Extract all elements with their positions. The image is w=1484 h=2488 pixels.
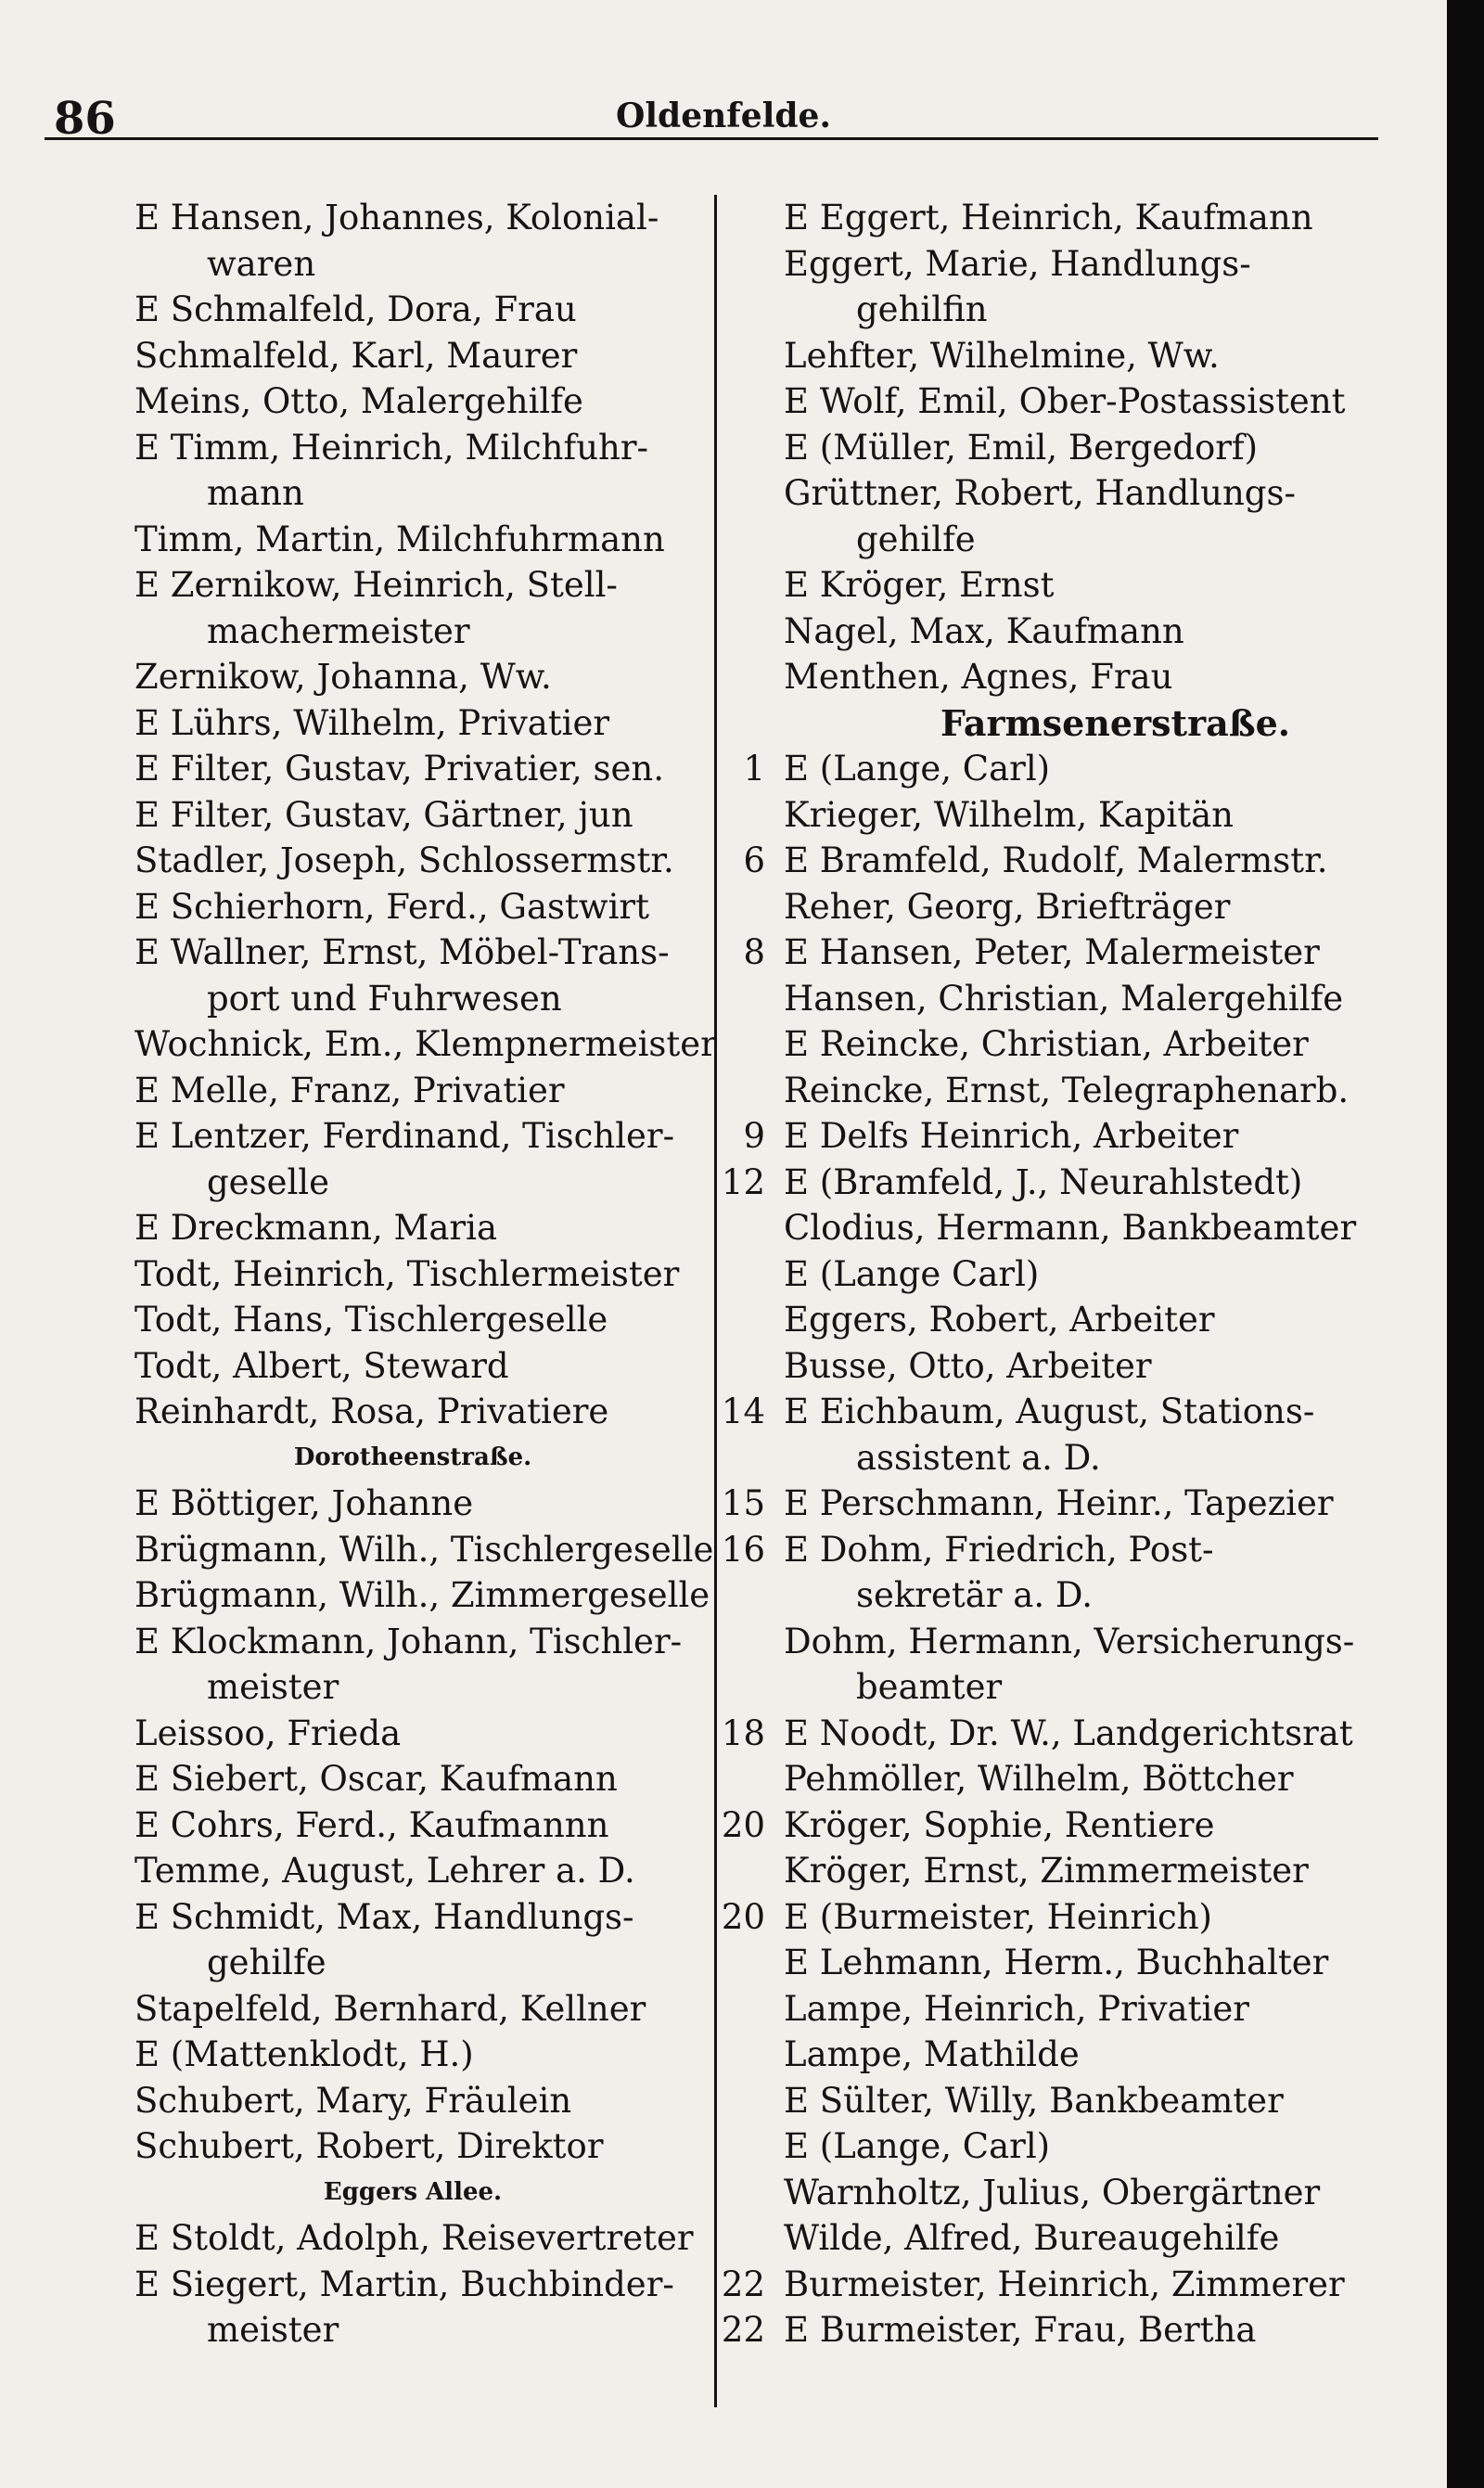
entry-text: mann [207, 473, 304, 513]
entry-text: gehilfe [856, 519, 976, 559]
entry-text: E (Müller, Emil, Bergedorf) [784, 427, 1259, 468]
entry-text: Nagel, Max, Kaufmann [784, 610, 1184, 651]
entry-continuation [134, 2307, 728, 2353]
entry-text: Zernikow, Johanna, Ww. [134, 657, 552, 697]
directory-entry [743, 1113, 1447, 1160]
entry-text: E Klockmann, Johann, Tischler- [134, 1621, 683, 1661]
house-number: 20 [721, 1896, 765, 1937]
directory-entry [134, 2215, 728, 2262]
directory-entry [134, 425, 728, 471]
entry-text: Busse, Otto, Arbeiter [784, 1345, 1152, 1386]
entry-continuation [134, 976, 728, 1022]
entry-text: Schubert, Mary, Fräulein [134, 2080, 572, 2121]
entry-text: E Reincke, Christian, Arbeiter [784, 1024, 1309, 1064]
directory-entry [134, 1619, 728, 1665]
entry-text: E Hansen, Johannes, Kolonial- [134, 198, 659, 237]
directory-entry [134, 654, 728, 700]
directory-entry [134, 2123, 728, 2170]
directory-entry [784, 884, 1447, 930]
directory-entry [784, 378, 1447, 425]
directory-entry [134, 792, 728, 839]
directory-entry [784, 1021, 1447, 1068]
entry-text: E (Bramfeld, J., Neurahlstedt) [784, 1161, 1303, 1202]
entry-continuation [784, 1572, 1447, 1619]
house-number: 9 [743, 1116, 765, 1156]
entry-text: E Kröger, Ernst [784, 565, 1055, 605]
entry-text: E Sülter, Willy, Bankbeamter [784, 2080, 1284, 2121]
left-column [134, 195, 728, 2353]
house-number: 8 [743, 932, 765, 972]
directory-entry [784, 2215, 1447, 2262]
directory-entry [134, 2078, 728, 2124]
entry-text: Todt, Hans, Tischlergeselle [134, 1300, 608, 1340]
header-rule [45, 137, 1378, 140]
page-number: 86 [54, 93, 116, 145]
entry-text: E Delfs Heinrich, Arbeiter [784, 1116, 1239, 1156]
entry-text: Hansen, Christian, Malergehilfe [784, 978, 1344, 1019]
directory-entry [784, 1251, 1447, 1298]
directory-entry [784, 1297, 1447, 1343]
entry-text: E Noodt, Dr. W., Landgerichtsrat [784, 1712, 1353, 1753]
directory-entry [743, 838, 1447, 884]
directory-entry [784, 195, 1447, 241]
street-heading [97, 2170, 728, 2216]
street-heading [784, 700, 1447, 747]
directory-entry [784, 2078, 1447, 2124]
entry-text: gehilfin [856, 289, 988, 329]
house-number: 12 [721, 1161, 765, 1202]
house-number: 18 [721, 1712, 765, 1753]
entry-text: assistent a. D. [856, 1437, 1101, 1478]
directory-entry [721, 2262, 1447, 2308]
directory-entry [721, 1802, 1447, 1849]
entry-text: Krieger, Wilhelm, Kapitän [784, 794, 1234, 835]
directory-entry [134, 1848, 728, 1894]
directory-entry [784, 470, 1447, 517]
entry-continuation [784, 287, 1447, 333]
directory-entry [721, 1527, 1447, 1573]
directory-entry [134, 1113, 728, 1160]
directory-entry [721, 1389, 1447, 1435]
directory-entry [784, 1756, 1447, 1802]
directory-entry [784, 1343, 1447, 1390]
directory-entry [784, 1619, 1447, 1665]
directory-entry [134, 838, 728, 884]
entry-text: Eggers Allee. [323, 2177, 503, 2206]
house-number: 15 [721, 1483, 765, 1523]
entry-text: Reinhardt, Rosa, Privatiere [134, 1391, 609, 1431]
entry-text: gehilfe [207, 1943, 326, 1982]
entry-text: E Timm, Heinrich, Milchfuhr- [134, 427, 649, 468]
directory-entry [784, 1848, 1447, 1894]
entry-text: E Siegert, Martin, Buchbinder- [134, 2264, 674, 2304]
entry-text: Meins, Otto, Malergehilfe [134, 381, 583, 421]
entry-text: E (Lange, Carl) [784, 749, 1051, 789]
directory-entry [134, 378, 728, 425]
directory-entry [721, 1711, 1447, 1757]
directory-entry [784, 2032, 1447, 2078]
directory-entry [134, 930, 728, 976]
entry-text: E Zernikow, Heinrich, Stell- [134, 565, 618, 605]
running-title: Oldenfelde. [616, 96, 831, 135]
right-column [721, 195, 1447, 2353]
entry-text: E Schmalfeld, Dora, Frau [134, 289, 577, 329]
entry-text: Temme, August, Lehrer a. D. [134, 1851, 635, 1891]
entry-text: Dorotheenstraße. [293, 1443, 532, 1471]
entry-continuation [134, 1940, 728, 1986]
entry-text: Lampe, Mathilde [784, 2034, 1080, 2074]
directory-entry [134, 562, 728, 609]
directory-entry [721, 2307, 1447, 2353]
entry-text: Burmeister, Heinrich, Zimmerer [784, 2264, 1345, 2304]
house-number: 16 [721, 1529, 765, 1570]
directory-entry [784, 241, 1447, 288]
directory-entry [721, 1160, 1447, 1206]
entry-text: Dohm, Hermann, Versicherungs- [784, 1621, 1355, 1661]
entry-text: Farmsenerstraße. [940, 701, 1290, 744]
entry-text: meister [207, 2310, 339, 2350]
directory-entry [784, 1940, 1447, 1986]
directory-entry [134, 700, 728, 747]
entry-text: E Siebert, Oscar, Kaufmann [134, 1759, 618, 1799]
directory-entry [134, 1756, 728, 1802]
directory-entry [784, 792, 1447, 839]
directory-entry [134, 1251, 728, 1298]
entry-text: Brügmann, Wilh., Zimmergeselle [134, 1575, 710, 1615]
directory-entry [134, 1389, 728, 1435]
entry-text: E Hansen, Peter, Malermeister [784, 932, 1320, 972]
directory-entry [134, 1894, 728, 1941]
entry-text: Kröger, Ernst, Zimmermeister [784, 1851, 1309, 1891]
entry-text: Reincke, Ernst, Telegraphenarb. [784, 1070, 1350, 1110]
entry-text: Pehmöller, Wilhelm, Böttcher [784, 1759, 1294, 1799]
entry-text: Stadler, Joseph, Schlossermstr. [134, 840, 674, 880]
house-number: 1 [743, 749, 765, 789]
entry-text: E Schmidt, Max, Handlungs- [134, 1896, 634, 1937]
directory-entry [784, 1986, 1447, 2033]
directory-entry [784, 1068, 1447, 1114]
directory-entry [134, 884, 728, 930]
directory-entry [134, 1205, 728, 1251]
entry-continuation [784, 1435, 1447, 1481]
entry-text: E Wallner, Ernst, Möbel-Trans- [134, 932, 670, 972]
directory-entry [134, 1297, 728, 1343]
house-number: 6 [743, 840, 765, 880]
entry-text: Todt, Albert, Steward [134, 1345, 509, 1386]
entry-text: E Wolf, Emil, Ober-Postassistent [784, 381, 1346, 421]
entry-text: E (Mattenklodt, H.) [134, 2034, 474, 2074]
directory-entry [784, 654, 1447, 700]
entry-text: Reher, Georg, Briefträger [784, 886, 1231, 927]
entry-text: Todt, Heinrich, Tischlermeister [134, 1253, 680, 1294]
directory-entry [784, 562, 1447, 609]
directory-entry [134, 2032, 728, 2078]
directory-entry [784, 1205, 1447, 1251]
directory-entry [743, 930, 1447, 976]
entry-text: sekretär a. D. [856, 1575, 1093, 1615]
entry-text: Timm, Martin, Milchfuhrmann [134, 519, 665, 559]
entry-text: Wilde, Alfred, Bureaugehilfe [784, 2218, 1280, 2258]
entry-continuation [134, 241, 728, 288]
directory-entry [134, 287, 728, 333]
house-number: 22 [721, 2264, 765, 2304]
house-number: 20 [721, 1804, 765, 1845]
directory-entry [134, 333, 728, 379]
directory-entry [134, 1068, 728, 1114]
entry-text: E Lührs, Wilhelm, Privatier [134, 702, 610, 743]
directory-entry [784, 2170, 1447, 2216]
entry-text: waren [207, 243, 316, 284]
entry-text: E Böttiger, Johanne [134, 1483, 474, 1523]
directory-entry [721, 1481, 1447, 1527]
entry-text: E Dreckmann, Maria [134, 1208, 498, 1248]
entry-text: Menthen, Agnes, Frau [784, 657, 1173, 697]
entry-text: Lampe, Heinrich, Privatier [784, 1988, 1249, 2029]
entry-text: Schmalfeld, Karl, Maurer [134, 335, 578, 376]
entry-continuation [134, 470, 728, 517]
entry-text: E (Lange, Carl) [784, 2126, 1051, 2166]
directory-entry [134, 1711, 728, 1757]
directory-entry [784, 333, 1447, 379]
directory-entry [134, 1021, 728, 1068]
entry-text: Schubert, Robert, Direktor [134, 2126, 604, 2166]
entry-continuation [134, 609, 728, 655]
entry-text: meister [207, 1667, 339, 1707]
directory-entry [134, 1572, 728, 1619]
entry-text: Eggert, Marie, Handlungs- [784, 243, 1251, 284]
directory-entry [134, 746, 728, 792]
directory-entry [134, 1481, 728, 1527]
entry-continuation [134, 1664, 728, 1711]
entry-text: E Perschmann, Heinr., Tapezier [784, 1483, 1334, 1523]
entry-text: Grüttner, Robert, Handlungs- [784, 473, 1296, 513]
directory-entry [784, 609, 1447, 655]
entry-text: E Filter, Gustav, Gärtner, jun [134, 794, 633, 835]
house-number: 22 [721, 2310, 765, 2350]
entry-text: E Melle, Franz, Privatier [134, 1070, 565, 1110]
entry-text: E Eichbaum, August, Stations- [784, 1391, 1315, 1431]
entry-continuation [784, 517, 1447, 563]
directory-entry [134, 1986, 728, 2033]
entry-text: port und Fuhrwesen [207, 978, 562, 1019]
entry-text: E Dohm, Friedrich, Post- [784, 1529, 1214, 1570]
entry-text: Lehfter, Wilhelmine, Ww. [784, 335, 1220, 376]
directory-entry [784, 976, 1447, 1022]
directory-entry [134, 195, 728, 241]
entry-text: Stapelfeld, Bernhard, Kellner [134, 1988, 646, 2029]
entry-text: machermeister [207, 610, 470, 651]
entry-text: E Lentzer, Ferdinand, Tischler- [134, 1116, 675, 1156]
entry-text: Leissoo, Frieda [134, 1712, 402, 1753]
entry-text: E Filter, Gustav, Privatier, sen. [134, 749, 664, 789]
entry-text: E (Lange Carl) [784, 1253, 1040, 1294]
entry-text: E Cohrs, Ferd., Kaufmannn [134, 1804, 609, 1845]
directory-entry [743, 746, 1447, 792]
entry-text: E (Burmeister, Heinrich) [784, 1896, 1212, 1937]
directory-entry [784, 425, 1447, 471]
directory-entry [721, 1894, 1447, 1941]
entry-text: Warnholtz, Julius, Obergärtner [784, 2172, 1321, 2212]
entry-text: Wochnick, Em., Klempnermeister [134, 1024, 717, 1064]
directory-entry [134, 2262, 728, 2308]
house-number: 14 [721, 1391, 765, 1431]
entry-text: E Schierhorn, Ferd., Gastwirt [134, 886, 649, 927]
entry-text: geselle [207, 1161, 330, 1202]
entry-text: Eggers, Robert, Arbeiter [784, 1300, 1215, 1340]
directory-entry [134, 1802, 728, 1849]
entry-text: beamter [856, 1667, 1003, 1707]
directory-entry [134, 1527, 728, 1573]
entry-text: Clodius, Hermann, Bankbeamter [784, 1208, 1357, 1248]
entry-text: E Bramfeld, Rudolf, Malermstr. [784, 840, 1328, 880]
entry-text: E Eggert, Heinrich, Kaufmann [784, 198, 1313, 237]
entry-text: Brügmann, Wilh., Tischlergeselle [134, 1529, 714, 1570]
entry-continuation [784, 1664, 1447, 1711]
scan-edge [1447, 0, 1484, 2488]
entry-text: Kröger, Sophie, Rentiere [784, 1804, 1215, 1845]
street-heading [97, 1435, 728, 1481]
entry-text: E Lehmann, Herm., Buchhalter [784, 1943, 1329, 1982]
directory-entry [134, 517, 728, 563]
entry-text: E Stoldt, Adolph, Reisevertreter [134, 2218, 694, 2258]
entry-continuation [134, 1160, 728, 1206]
directory-entry [134, 1343, 728, 1390]
directory-entry [784, 2123, 1447, 2170]
entry-text: E Burmeister, Frau, Bertha [784, 2310, 1257, 2350]
